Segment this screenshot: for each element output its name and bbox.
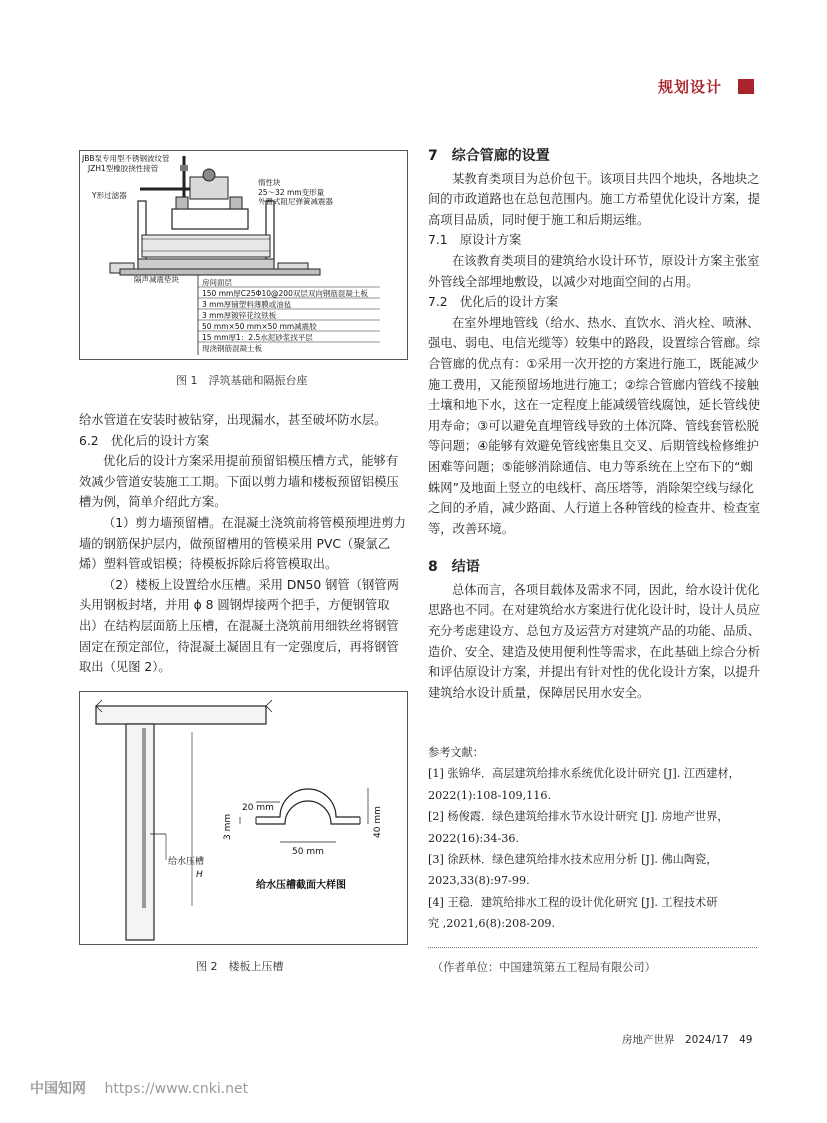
figure-2-caption: 图 2 楼板上压槽 bbox=[196, 960, 284, 973]
figure-1 bbox=[79, 150, 408, 360]
pump-motor bbox=[203, 169, 215, 181]
section-8-heading: 8 结语 bbox=[428, 559, 480, 576]
subsection-7-1: 7.1 原设计方案 bbox=[428, 233, 522, 248]
subsection-7-2: 7.2 优化后的设计方案 bbox=[428, 295, 559, 310]
pipe-slot bbox=[142, 728, 146, 908]
left-para-0: 给水管道在安装时被钻穿，出现漏水，甚至破坏防水层。 bbox=[79, 413, 387, 427]
inertia-block bbox=[172, 209, 248, 229]
pit-floor bbox=[138, 259, 274, 269]
dim-3: 3 mm bbox=[223, 813, 233, 840]
layer-4: 3 mm厚镀锌花纹铁板 bbox=[202, 311, 277, 320]
label-yfilter: Y形过滤器 bbox=[92, 191, 127, 200]
left-para-3: （1）剪力墙预留槽。在混凝土浇筑前将管模预埋进剪力墙的钢筋保护层内，做预留槽用的管模采用 PVC（聚氯乙烯）塑料管或铝模；待模板拆除后将管模取出。 bbox=[79, 515, 406, 572]
label-pad: 隔声减震垫块 bbox=[134, 275, 179, 284]
left-column bbox=[79, 410, 406, 678]
dim-20: 20 mm bbox=[242, 803, 274, 813]
ref-3-line-2: 2023,33(8):97-99. bbox=[428, 874, 530, 888]
right-para-4: 总体而言，各项目载体及需求不同，因此，给水设计优化思路也不同。在对建筑给水方案进行优化设计时，设计人员应充分考虑建设方、总包方及运营方对建筑产品的功能、品质、造价、安全、建造及使用便利性等需求，在此基础上综合分析和评估原设计方案，并提出有针对性的优化设计方案，以提升建筑给水设计质量，保障居民用水安全。 bbox=[428, 582, 761, 700]
ref-4-line-2: 究 ,2021,6(8):208-209. bbox=[428, 917, 556, 931]
layer-6: 15 mm厚1：2.5水泥砂浆找平层 bbox=[202, 333, 313, 342]
cnki-url[interactable]: https://www.cnki.net bbox=[104, 1081, 249, 1097]
label-jbb: JBB泵专用型不锈钢波纹管 bbox=[82, 154, 170, 163]
label-spring2: 外置式阻尼弹簧减震器 bbox=[258, 197, 333, 206]
floor-slab bbox=[96, 706, 266, 724]
ref-1-line-1: [1] 张锦华．高层建筑给排水系统优化设计研究 [J]. 江西建材， bbox=[428, 767, 740, 781]
figure-2-drawing bbox=[80, 692, 407, 944]
references-title: 参考文献： bbox=[428, 746, 484, 759]
right-column bbox=[428, 146, 761, 703]
floating-slab bbox=[142, 235, 270, 257]
section-header-title: 规划设计 bbox=[658, 78, 723, 96]
section-7-heading: 7 综合管廊的设置 bbox=[428, 148, 550, 164]
author-affiliation: （作者单位：中国建筑第五工程局有限公司） bbox=[432, 961, 656, 974]
ref-2-line-2: 2022(16):34-36. bbox=[428, 831, 520, 845]
layer-1: 房间面层 bbox=[202, 278, 232, 287]
layer-5: 50 mm×50 mm×50 mm减震胶 bbox=[202, 322, 317, 331]
figure-1-drawing bbox=[80, 151, 407, 359]
spring-right bbox=[230, 197, 242, 209]
references bbox=[428, 742, 768, 935]
dim-50: 50 mm bbox=[292, 847, 324, 857]
dim-40: 40 mm bbox=[373, 806, 383, 838]
spring-left bbox=[176, 197, 188, 209]
left-para-4: （2）楼板上设置给水压槽。采用 DN50 钢管（钢管两头用钢板封堵，并用 ϕ 8 圆钢焊接两个把手，方便钢管取出）在结构层面筋上压槽，在混凝土浇筑前用细铁丝将钢管固定在预定部位，待混凝土凝固且有一定强度后，再将钢管取出（见图 2）。 bbox=[79, 577, 399, 675]
ref-1-line-2: 2022(1):108-109,116. bbox=[428, 788, 552, 802]
ref-3-line-1: [3] 徐跃林．绿色建筑给排水技术应用分析 [J]. 佛山陶瓷， bbox=[428, 853, 718, 867]
label-slot: 给水压槽 bbox=[168, 857, 205, 867]
cnki-watermark bbox=[30, 1078, 248, 1098]
reference-divider bbox=[428, 947, 757, 948]
layer-3: 3 mm厚铺塑料薄膜或油毡 bbox=[202, 300, 292, 309]
right-para-3: 在室外埋地管线（给水、热水、直饮水、消火栓、喷淋、强电、弱电、电信光缆等）较集中的路段，设置综合管廊。综合管廊的优点有：①采用一次开挖的方案进行施工，既能减少施工费用，又能预留场地进行施工；②综合管廊内管线不接触土壤和地下水，这在一定程度上能减缓管线腐蚀，延长管线使用寿命；③可以避免直埋管线导致的土体沉降、管线套管松脱等问题；④能够有效避免管线密集且交叉、后期管线检修维护困难等问题；⑤能够消除通信、电力等系统在上空布下的“蜘蛛网”及地面上竖立的电线杆、高压塔等，消除架空线与绿化之间的矛盾，减少路面、人行道上各种管线的检查井、检查室等，改善环境。 bbox=[428, 315, 761, 536]
ref-4-line-1: [4] 王稳．建筑给排水工程的设计优化研究 [J]. 工程技术研 bbox=[428, 895, 718, 909]
label-jzh: JZH1型橡胶挠性接管 bbox=[88, 164, 159, 173]
layer-7: 现浇钢筋混凝土板 bbox=[202, 344, 262, 353]
label-h: H bbox=[196, 870, 203, 880]
label-spring: 25～32 mm变形量 bbox=[258, 188, 325, 197]
label-inertia: 惰性块 bbox=[258, 178, 281, 187]
figure-1-caption: 图 1 浮筑基础和隔振台座 bbox=[176, 374, 308, 387]
flex-joint bbox=[180, 165, 188, 171]
page-footer: 房地产世界 2024/17 49 bbox=[622, 1034, 753, 1046]
layer-2: 150 mm厚C25Φ10@200双层双向钢筋混凝土板 bbox=[202, 289, 368, 298]
cnki-logo-text: 中国知网 bbox=[30, 1081, 86, 1097]
right-para-2: 在该教育类项目的建筑给水设计环节，原设计方案主张室外管线全部埋地敷设，以减少对地面空间的占用。 bbox=[428, 253, 760, 289]
section-header-block bbox=[738, 79, 754, 94]
figure-2 bbox=[79, 691, 408, 945]
shear-wall bbox=[126, 724, 154, 940]
subsection-6-2: 6.2 优化后的设计方案 bbox=[79, 433, 210, 448]
detail-title: 给水压槽截面大样图 bbox=[256, 880, 346, 891]
left-para-2: 优化后的设计方案采用提前预留铝模压槽方式，能够有效减少管道安装施工工期。下面以剪力墙和楼板预留铝模压槽为例，简单介绍此方案。 bbox=[79, 454, 399, 510]
right-para-1: 某教育类项目为总价包干。该项目共四个地块，各地块之间的市政道路也在总包范围内。施工方希望优化设计方案，提高项目品质，同时便于施工和后期运维。 bbox=[428, 171, 761, 227]
ref-2-line-1: [2] 杨俊霞．绿色建筑给排水节水设计研究 [J]. 房地产世界， bbox=[428, 810, 729, 824]
